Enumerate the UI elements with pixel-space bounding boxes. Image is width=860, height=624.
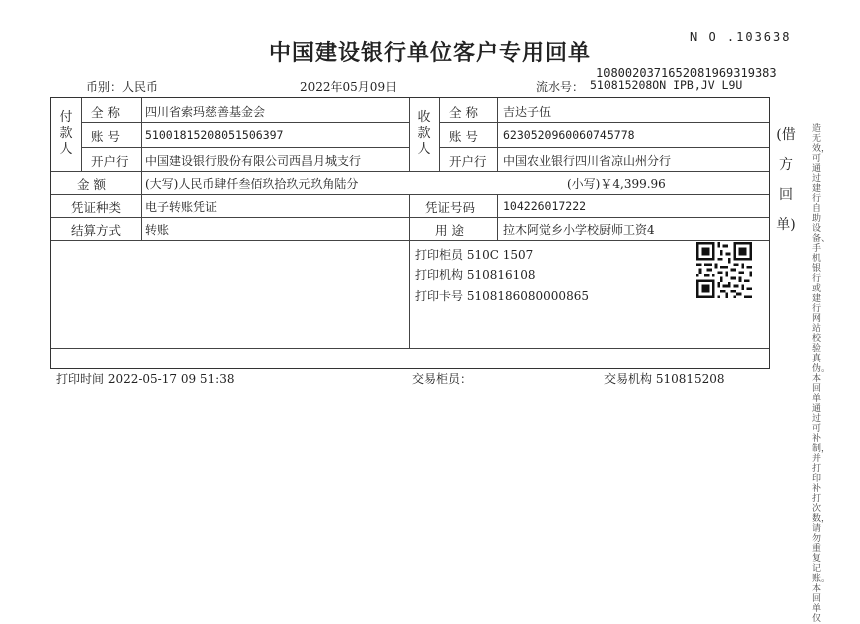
purpose-label: 用 途 xyxy=(435,223,464,238)
debit-receipt-label: (借 方 回 单) xyxy=(776,127,796,233)
voucher-type: 电子转账凭证 xyxy=(145,200,218,214)
voucher-number: 104226017222 xyxy=(503,199,587,213)
receipt-date: 2022年05月09日 xyxy=(300,80,398,94)
payer-account: 51001815208051506397 xyxy=(145,128,284,142)
amount-label: 金 额 xyxy=(77,177,106,192)
print-card: 打印卡号 5108186080000865 xyxy=(415,289,589,303)
payee-name-label: 全 称 xyxy=(449,105,478,120)
print-teller: 打印柜员 510C 1507 xyxy=(415,248,534,262)
purpose: 拉木阿觉乡小学校厨师工资4 xyxy=(503,223,655,237)
settlement-method: 转账 xyxy=(145,223,170,237)
payer-name: 四川省索玛慈善基金会 xyxy=(145,105,266,119)
receipt-table xyxy=(50,97,770,369)
settlement-method-label: 结算方式 xyxy=(71,223,122,238)
payee-bank-label: 开户行 xyxy=(449,154,487,169)
payer-bank-label: 开户行 xyxy=(91,154,129,169)
document-title: 中国建设银行单位客户专用回单 xyxy=(268,41,591,66)
payer-name-label: 全 称 xyxy=(91,105,120,120)
flow-number: 510815208ON IPB,JV L9U xyxy=(590,78,743,92)
transaction-org: 交易机构 510815208 xyxy=(604,372,725,386)
payer-group-label: 付 款 人 xyxy=(59,110,73,157)
payee-account-label: 账 号 xyxy=(449,129,478,144)
print-org: 打印机构 510816108 xyxy=(415,268,536,282)
payee-bank: 中国农业银行四川省凉山州分行 xyxy=(503,154,672,168)
document-number: N O .103638 xyxy=(690,30,792,44)
payee-group-label: 收 款 人 xyxy=(417,110,431,157)
amount-in-words: (大写)人民币肆仟叁佰玖拾玖元玖角陆分 xyxy=(145,177,359,191)
voucher-number-label: 凭证号码 xyxy=(425,200,476,215)
transaction-teller: 交易柜员： xyxy=(412,372,473,386)
payer-account-label: 账 号 xyxy=(91,129,120,144)
payee-account: 6230520960060745778 xyxy=(503,128,635,142)
flow-label: 流水号： xyxy=(536,80,585,94)
amount-in-figures: (小写)￥4,399.96 xyxy=(567,177,666,191)
reference-number: 1080020371652081969319383 xyxy=(596,66,777,80)
currency: 币别：人民币 xyxy=(86,80,159,94)
verification-notice: 造无效，可通过建行自助设备、手机银行或建行网站校验真伪。本回单通过可补制，并打印补打次数，请勿重复记账。本回单仅 xyxy=(812,124,831,624)
verification-qr-code xyxy=(696,242,752,298)
print-time: 打印时间 2022-05-17 09 51:38 xyxy=(56,372,235,386)
voucher-type-label: 凭证种类 xyxy=(71,200,122,215)
payee-name: 吉达子伍 xyxy=(503,105,552,119)
payer-bank: 中国建设银行股份有限公司西昌月城支行 xyxy=(145,154,362,168)
